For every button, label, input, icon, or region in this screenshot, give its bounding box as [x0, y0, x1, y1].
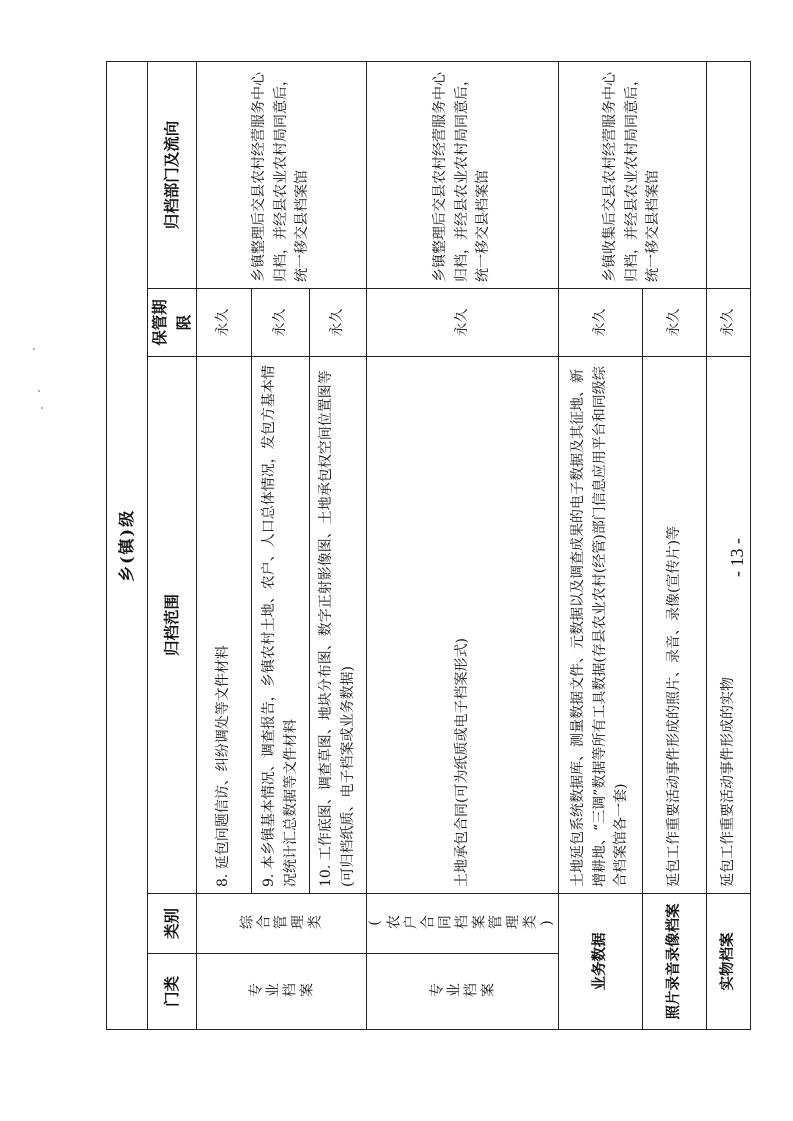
header-retention: 保管期限 — [148, 289, 197, 357]
retention-cell: 永久 — [367, 289, 559, 357]
archive-table — [106, 61, 751, 1030]
header-row — [148, 61, 197, 1029]
department-collected: 乡镇收集后交县农村经营服务中心归档，并经县农业农村局同意后，统一移交县档案馆 — [559, 61, 707, 288]
header-department: 归档部门及流向 — [148, 61, 197, 288]
header-subcategory: 类别 — [148, 894, 197, 954]
scope-cell: 土地延包系统数据库、测量数据文件、元数据以及调查成果的电子数据及其征地、新增耕地、“三调”数据等所有工具数据(存县农业农村(经管)部门信息应用平台和同级综合档案馆各一套) — [559, 357, 643, 894]
group-physical: 实物档案 — [707, 894, 751, 1030]
section-title: 乡(镇)级 — [107, 61, 148, 1029]
table-row — [559, 61, 643, 1029]
title-row — [107, 61, 148, 1029]
group-business-data: 业务数据 — [559, 894, 643, 1030]
scope-cell: 延包工作重要活动事件形成的照片、录音、录像(宣传片)等 — [643, 357, 707, 894]
header-scope: 归档范围 — [148, 357, 197, 894]
page-number: - 13 - — [726, 537, 747, 577]
department-empty — [707, 61, 751, 288]
scope-cell: 10. 工作底图、调查草图、地块分布图、数字正射影像图、土地承包权空间位置图等(可归档纸质、电子档案或业务数据) — [310, 357, 367, 894]
scan-speck — [33, 348, 35, 350]
scope-cell: 8. 延包问题信访、纠纷调处等文件材料 — [197, 357, 252, 894]
header-category: 门类 — [148, 954, 197, 1030]
table-row — [367, 61, 559, 1029]
subcategory-contract: (农户合同档案管理类) — [367, 894, 559, 954]
table-row — [197, 61, 252, 1029]
retention-cell: 永久 — [643, 289, 707, 357]
group-professional-2: 专业档案 — [367, 954, 559, 1030]
group-professional-1: 专业档案 — [197, 954, 367, 1030]
retention-cell: 永久 — [310, 289, 367, 357]
department-comprehensive: 乡镇整理后交县农村经营服务中心归档，并经县农业农村局同意后，统一移交县档案馆 — [197, 61, 367, 288]
scope-cell: 土地承包合同(可为纸质或电子档案形式) — [367, 357, 559, 894]
retention-cell: 永久 — [252, 289, 310, 357]
retention-cell: 永久 — [197, 289, 252, 357]
scan-speck — [38, 390, 40, 392]
subcategory-comprehensive: 综合管理类 — [197, 894, 367, 954]
scan-speck — [41, 407, 43, 409]
retention-cell: 永久 — [707, 289, 751, 357]
department-contract: 乡镇整理后交县农村经营服务中心归档，并经县农业农村局同意后，统一移交县档案馆 — [367, 61, 559, 288]
scope-cell: 延包工作重要活动事件形成的实物 — [707, 357, 751, 894]
scope-cell: 9. 本乡镇基本情况、调查报告，乡镇农村土地、农户、人口总体情况，发包方基本情况统计汇总数据等文件材料 — [252, 357, 310, 894]
retention-cell: 永久 — [559, 289, 643, 357]
group-photo-audio: 照片录音录像档案 — [643, 894, 707, 1030]
